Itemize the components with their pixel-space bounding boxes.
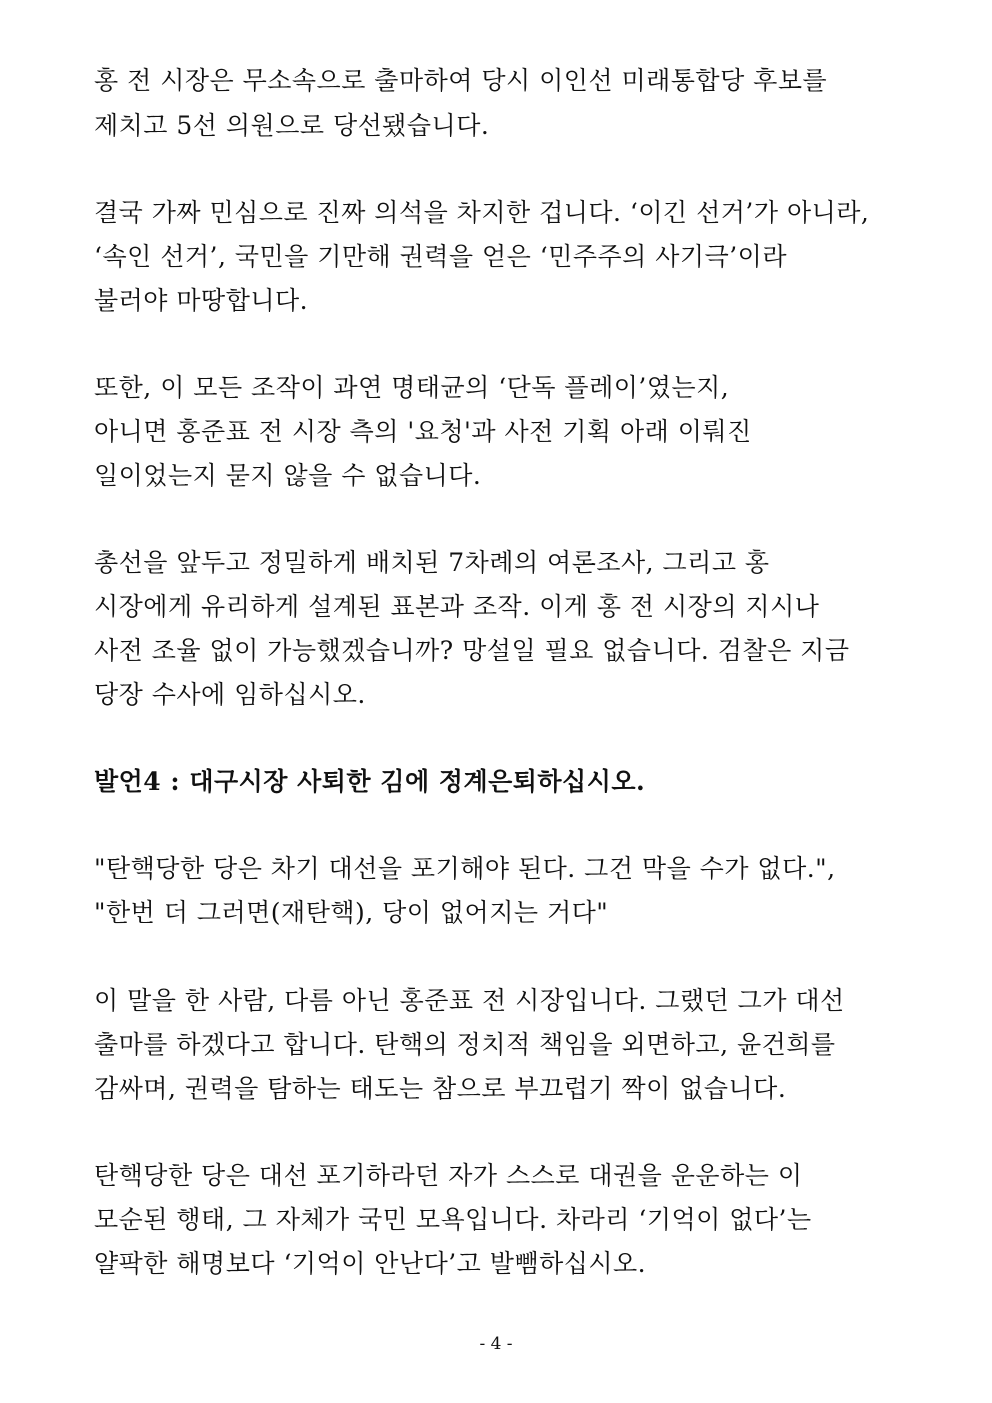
paragraph-1-line-2: 제치고 5선 의원으로 당선됐습니다. [94, 111, 490, 140]
paragraph-4-line-4: 당장 수사에 임하십시오. [94, 680, 366, 709]
paragraph-3-line-3: 일이었는지 묻지 않을 수 없습니다. [94, 461, 482, 490]
paragraph-7-line-2: 모순된 행태, 그 자체가 국민 모욕입니다. 차라리 ‘기억이 없다’는 [94, 1205, 812, 1234]
paragraph-7-line-3: 얄팍한 해명보다 ‘기억이 안난다’고 발뺌하십시오. [94, 1249, 647, 1278]
quote-line-2: "한번 더 그러면(재탄핵), 당이 없어지는 거다" [94, 898, 609, 927]
section-heading: 발언4 : 대구시장 사퇴한 김에 정계은퇴하십시오. [94, 767, 646, 796]
quote-line-1: "탄핵당한 당은 차기 대선을 포기해야 된다. 그건 막을 수가 없다.", [94, 854, 836, 883]
paragraph-3-line-2: 아니면 홍준표 전 시장 측의 '요청'과 사전 기획 아래 이뤄진 [94, 417, 752, 446]
paragraph-4-line-1: 총선을 앞두고 정밀하게 배치된 7차례의 여론조사, 그리고 홍 [94, 548, 770, 577]
paragraph-6-line-2: 출마를 하겠다고 합니다. 탄핵의 정치적 책임을 외면하고, 윤건희를 [94, 1030, 836, 1059]
paragraph-6-line-3: 감싸며, 권력을 탐하는 태도는 참으로 부끄럽기 짝이 없습니다. [94, 1074, 787, 1103]
paragraph-4-line-3: 사전 조율 없이 가능했겠습니까? 망설일 필요 없습니다. 검찰은 지금 [94, 636, 850, 665]
paragraph-2-line-3: 불러야 마땅합니다. [94, 286, 309, 315]
paragraph-3-line-1: 또한, 이 모든 조작이 과연 명태균의 ‘단독 플레이’였는지, [94, 373, 730, 402]
paragraph-7-line-1: 탄핵당한 당은 대선 포기하라던 자가 스스로 대권을 운운하는 이 [94, 1161, 803, 1190]
paragraph-2-line-2: ‘속인 선거’, 국민을 기만해 권력을 얻은 ‘민주주의 사기극’이라 [94, 242, 787, 271]
paragraph-4-line-2: 시장에게 유리하게 설계된 표본과 조작. 이게 홍 전 시장의 지시나 [94, 592, 820, 621]
paragraph-1-line-1: 홍 전 시장은 무소속으로 출마하여 당시 이인선 미래통합당 후보를 [94, 66, 828, 95]
paragraph-6-line-1: 이 말을 한 사람, 다름 아닌 홍준표 전 시장입니다. 그랬던 그가 대선 [94, 986, 845, 1015]
page-number: - 4 - [479, 1334, 513, 1354]
paragraph-2-line-1: 결국 가짜 민심으로 진짜 의석을 차지한 겁니다. ‘이긴 선거’가 아니라, [94, 198, 870, 227]
